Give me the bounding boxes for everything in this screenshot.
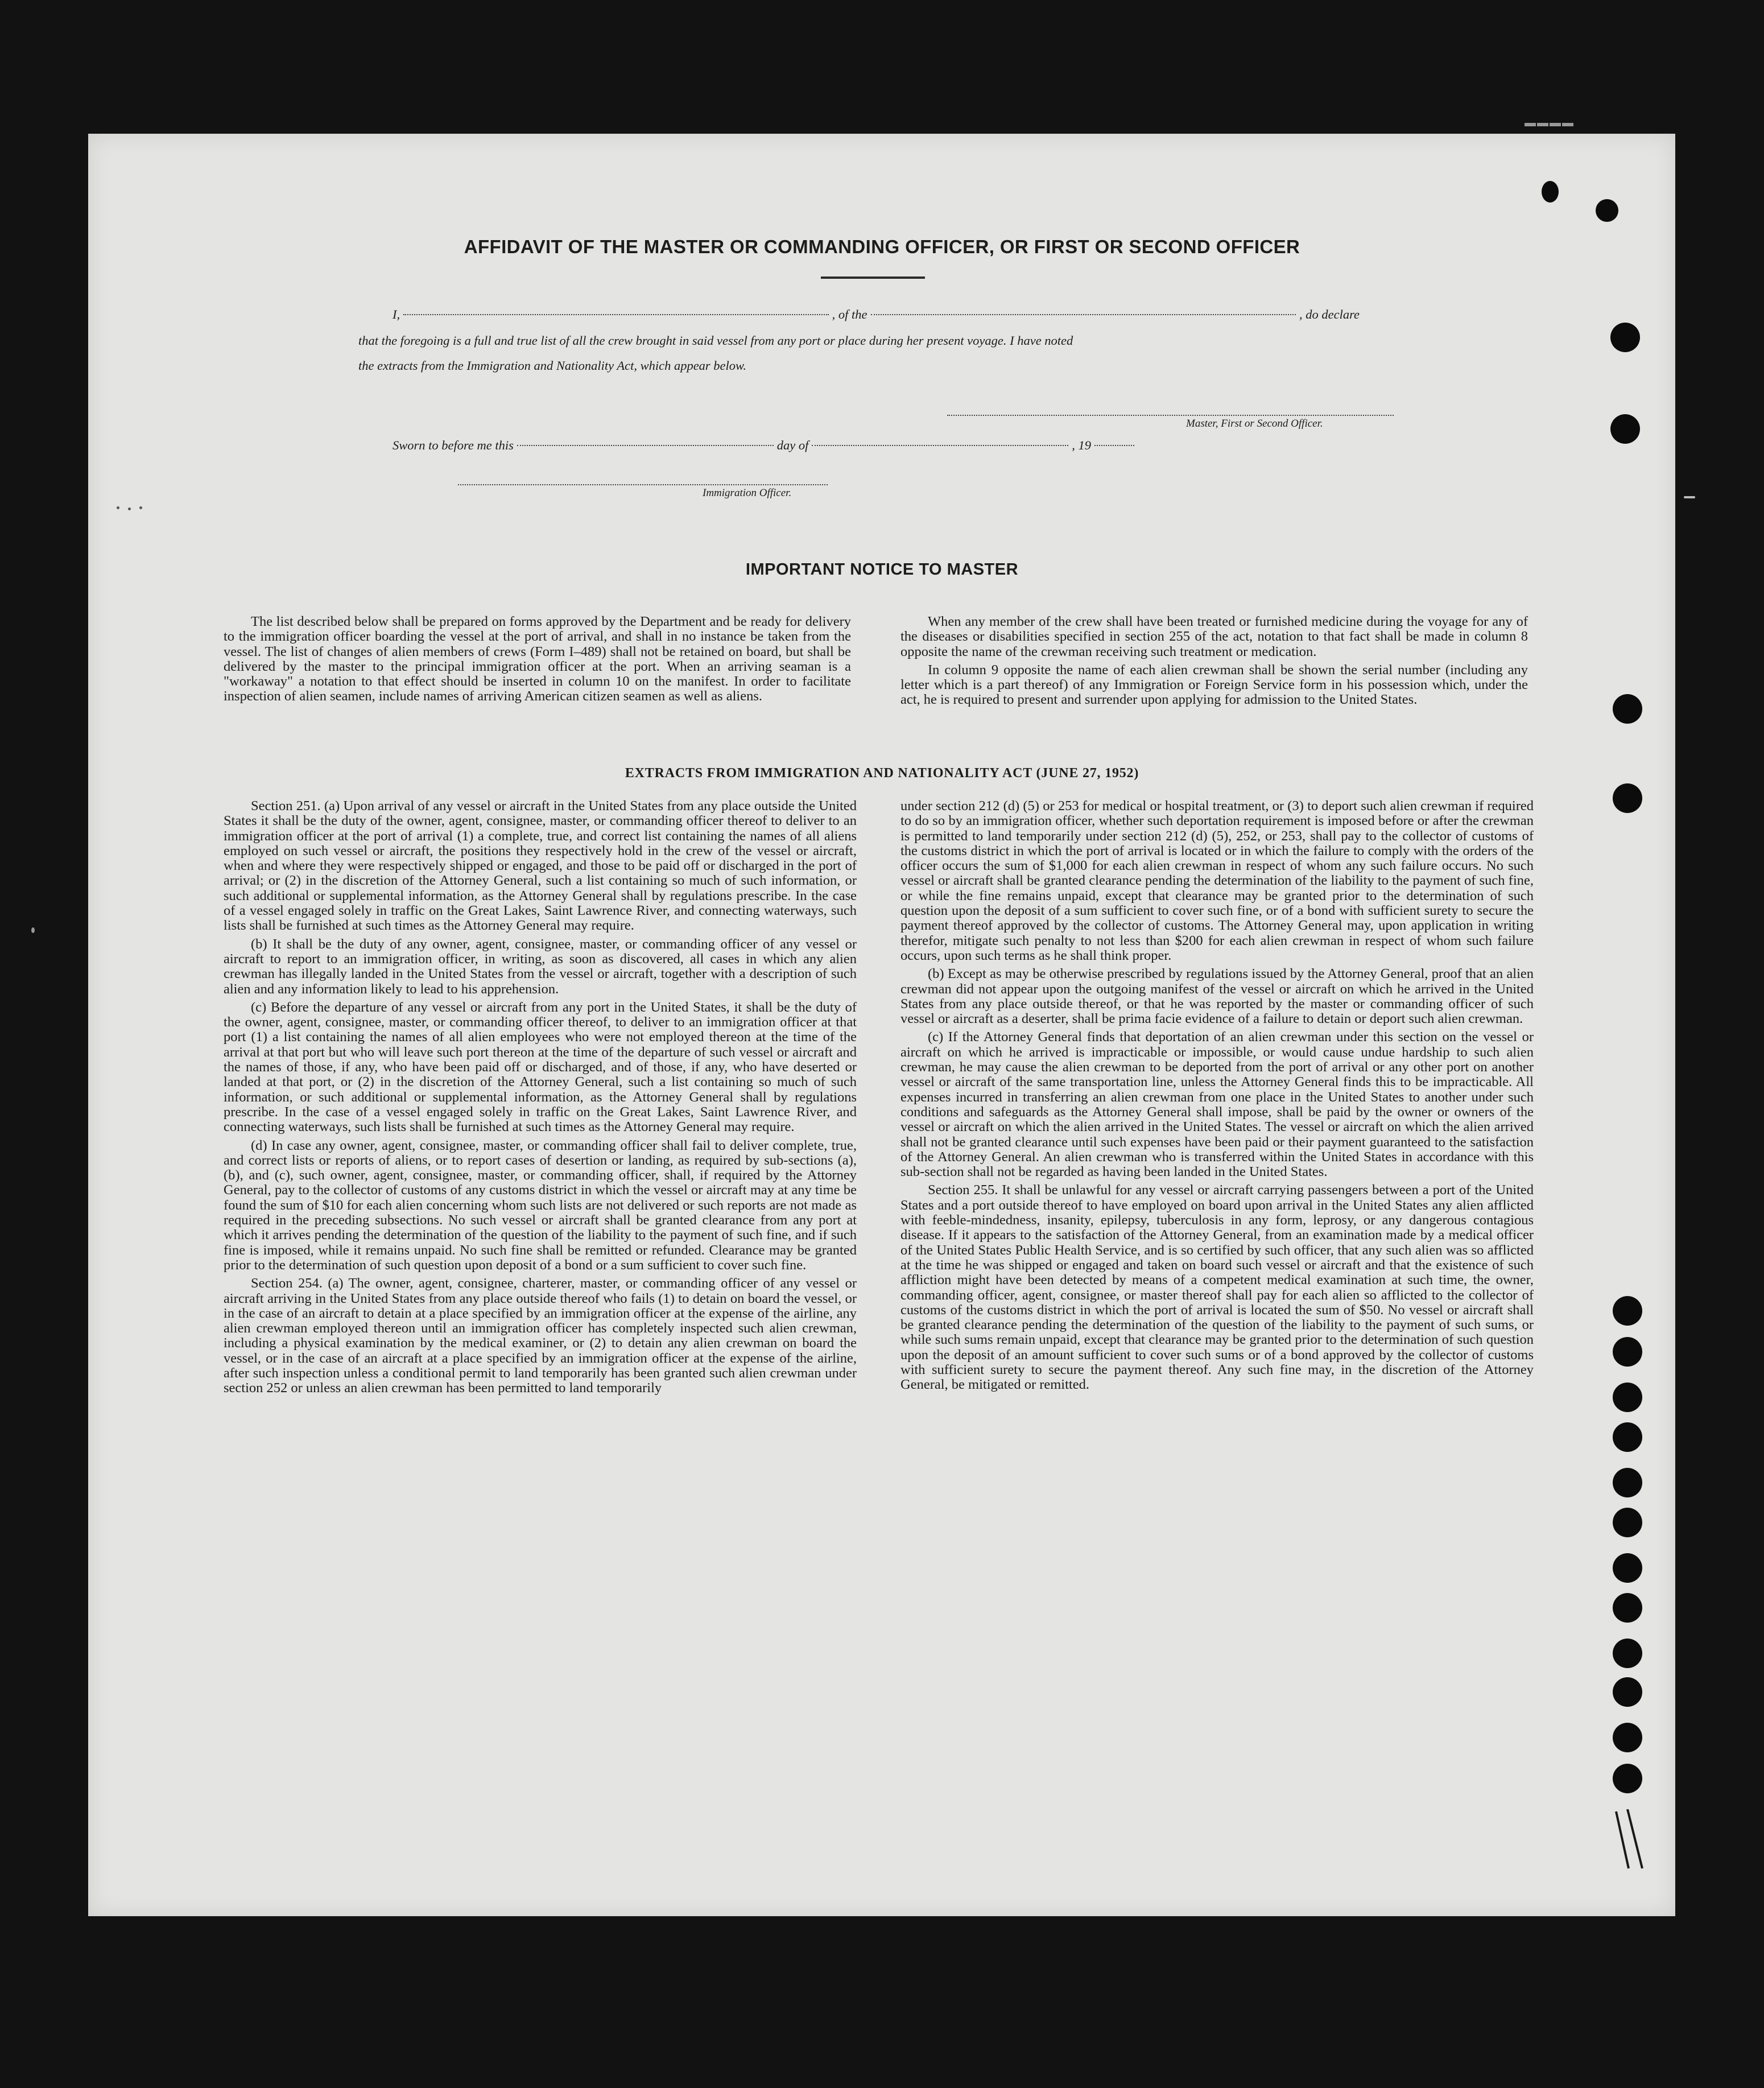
paper-speck xyxy=(31,927,35,933)
punch-hole xyxy=(1613,694,1642,724)
sworn-line xyxy=(393,438,1138,453)
label-i: I, xyxy=(393,307,400,321)
section-paragraph: under section 212 (d) (5) or 253 for medical or hospital treatment, or (3) to deport such alien crewman if required to do so by an immigration officer, whether such deportation requirement is imposed before or after the crewman is permitted to land temporarily under section 212 (d) (5), 252, or 253, shall pay to the collector of customs of the customs district in which the port of arrival is located or in which the failure to comply with the orders of the officer occurs the sum of $1,000 for each alien crewman in respect of whom any such failure occurs. No such vessel or aircraft shall be granted clearance pending the determination of the liability to the payment of such fine, or while the fine remains unpaid, except that clearance may be granted prior to the determination of such question upon the deposit of a sum sufficient to cover such fine, or of a bond with sufficient surety to secure the payment thereof approved by the collector of customs. The Attorney General may, upon application in writing therefor, mitigate such penalty to not less than $200 for each alien crewman in respect of whom such failure occurs, upon such terms as he shall think proper. xyxy=(900,798,1534,963)
punch-hole xyxy=(1613,1296,1642,1326)
punch-hole xyxy=(1613,783,1642,813)
punch-hole xyxy=(1613,1677,1642,1707)
punch-hole xyxy=(1610,323,1640,352)
notice-title: IMPORTANT NOTICE TO MASTER xyxy=(745,560,1019,579)
sworn-label: Sworn to before me this xyxy=(393,438,514,452)
master-caption: Master, First or Second Officer. xyxy=(1186,418,1323,430)
affidavit-text-line xyxy=(358,333,1360,348)
affidavit-statement-cont: the extracts from the Immigration and Nationality Act, which appear below. xyxy=(358,358,747,373)
master-signature-line[interactable] xyxy=(947,414,1394,416)
day-blank[interactable] xyxy=(517,444,774,446)
section-paragraph: (c) Before the departure of any vessel or aircraft from any port in the United States, it shall be the duty of the owner, agent, consignee, master, or commanding officer thereof, to deliver to an immigration officer at that port (1) a list containing the names of all alien employees who were not employed thereon at the time of the arrival at that port but who will leave such port thereon at the time of the departure of such vessel or aircraft and the names of those, if any, who have been paid off or discharged, and of those, if any, who have deserted or landed at that port, or (2) in the discretion of the Attorney General, such a list containing so much of such information, or such additional or supplemental information, as the Attorney General shall by regulations prescribe. In the case of a vessel engaged solely in traffic on the Great Lakes, Saint Lawrence River, and connecting waterways, such lists shall be furnished at such times as the Attorney General may require. xyxy=(224,999,857,1135)
affidavit-title: AFFIDAVIT OF THE MASTER OR COMMANDING OFFICER, OR FIRST OR SECOND OFFICER xyxy=(464,236,1300,257)
punch-hole xyxy=(1613,1468,1642,1497)
notice-right-column xyxy=(900,614,1528,711)
notice-left-column xyxy=(224,614,851,708)
extracts-title: EXTRACTS FROM IMMIGRATION AND NATIONALITY ACT (JUNE 27, 1952) xyxy=(625,766,1139,781)
punch-hole xyxy=(1613,1764,1642,1793)
section-paragraph: (c) If the Attorney General finds that deportation of an alien crewman under this section on the vessel or aircraft on which he arrived is impracticable or impossible, or would cause undue hardship to such alien crewman, he may cause the alien crewman to be deported from the port of arrival or any other port on another vessel or aircraft of the same transportation line, unless the Attorney General finds this to be impracticable. All expenses incurred in transferring an alien crewman from one place in the United States to another under such conditions and safeguards as the Attorney General shall impose, shall be paid by the owner or owners of the vessel or aircraft on which the alien arrived in the United States. The vessel or aircraft on which the alien arrived shall not be granted clearance until such expenses have been paid or their payment guaranteed to the satisfaction of the Attorney General. An alien crewman who is transferred within the United States in accordance with this sub-section shall not be regarded as having been landed in the United States. xyxy=(900,1029,1534,1180)
punch-hole xyxy=(1613,1723,1642,1752)
handwritten-mark xyxy=(1613,1809,1647,1872)
paper-speck xyxy=(1684,496,1695,498)
section-paragraph: (b) Except as may be otherwise prescribed by regulations issued by the Attorney General, proof that an alien crewman did not appear upon the outgoing manifest of the vessel or aircraft on which he arrived in the United States from any place outside thereof, or that he was reported by the master or commanding officer of such vessel or aircraft as a deserter, shall be prima facie evidence of a failure to detain or deport such alien crewman. xyxy=(900,966,1534,1027)
vessel-blank[interactable] xyxy=(871,313,1296,315)
notice-paragraph: The list described below shall be prepared on forms approved by the Department and be ready for delivery to the immigration officer boarding the vessel at the port of arrival, and shall in no instance be taken from the vessel. The list of changes of alien members of crews (Form I–489) shall not be retained on board, but shall be delivered by the master to the principal immigration officer at the port. When an arriving seaman is a "workaway" a notation to that effect should be inserted in column 10 on the manifest. In order to facilitate inspection of alien seamen, include names of arriving American citizen seamen as well as aliens. xyxy=(224,614,851,704)
punch-hole xyxy=(1613,1337,1642,1367)
affidavit-text-line xyxy=(358,358,1360,373)
paper-speck xyxy=(128,507,131,510)
extracts-right-column xyxy=(900,799,1534,1396)
name-blank[interactable] xyxy=(403,313,829,315)
punch-hole xyxy=(1542,181,1559,203)
title-rule xyxy=(821,277,925,279)
year-blank[interactable] xyxy=(1094,444,1134,446)
punch-hole xyxy=(1613,1593,1642,1623)
notice-paragraph: In column 9 opposite the name of each alien crewman shall be shown the serial number (including any letter which is a part thereof) of any Immigration or Foreign Service form in his possession which, under the act, he is required to present and surrender upon applying for admission to the United States. xyxy=(900,662,1528,708)
year-label: , 19 xyxy=(1072,438,1091,452)
affidavit-statement: that the foregoing is a full and true list of all the crew brought in said vessel from any port or place during her present voyage. I have noted xyxy=(358,333,1073,348)
paper-speck xyxy=(117,506,119,509)
margin-mark: ▬▬▬▬ xyxy=(1525,117,1575,129)
month-blank[interactable] xyxy=(812,444,1068,446)
officer-caption: Immigration Officer. xyxy=(703,487,792,499)
day-of-label: day of xyxy=(776,438,809,452)
punch-hole xyxy=(1613,1508,1642,1537)
section-paragraph: (d) In case any owner, agent, consignee, master, or commanding officer shall fail to deliver complete, true, and correct lists or reports of aliens, or to report cases of desertion or landing, as required by sub-sections (a), (b), and (c), such owner, agent, consignee, master, or commanding officer, shall, if required by the Attorney General, pay to the collector of customs of any customs district in which the vessel or aircraft may at any time be found the sum of $10 for each alien concerning whom such lists are not delivered or such reports are not made as required in the preceding subsections. No such vessel or aircraft shall be granted clearance from any port at which it arrives pending the determination of the question of the liability to the payment of such fine, and if such fine is imposed, while it remains unpaid. No such fine shall be remitted or refunded. Clearance may be granted prior to the determination of such question upon deposit of a bond or a sum sufficient to cover such fine. xyxy=(224,1137,857,1273)
punch-hole xyxy=(1613,1553,1642,1583)
section-paragraph: Section 251. (a) Upon arrival of any vessel or aircraft in the United States from any place outside the United States it shall be the duty of the owner, agent, consignee, master, or commanding officer thereof to deliver to an immigration officer at the port of arrival (1) a complete, true, and correct list containing the names of all aliens employed on such vessel or aircraft, the positions they respectively hold in the crew of the vessel or aircraft, when and where they were respectively shipped or engaged, and those to be paid off or discharged in the port of arrival; or (2) in the discretion of the Attorney General, such a list containing so much of such information, or such additional or supplemental information, as the Attorney General shall by regulations prescribe. In the case of a vessel engaged solely in traffic on the Great Lakes, Saint Lawrence River, and connecting waterways, such lists shall be furnished at such times as the Attorney General may require. xyxy=(224,798,857,934)
label-of-the: , of the xyxy=(832,307,867,321)
label-do-declare: , do declare xyxy=(1299,307,1360,321)
extracts-left-column xyxy=(224,799,857,1400)
punch-hole xyxy=(1613,1422,1642,1452)
section-paragraph: Section 254. (a) The owner, agent, consignee, charterer, master, or commanding officer of any vessel or aircraft arriving in the United States from any place outside thereof who fails (1) to detain on board the vessel, or in the case of an aircraft to detain at a place specified by an immigration officer at the expense of the airline, any alien crewman employed thereon until an immigration officer has completely inspected such alien crewman, including a physical examination by the medical examiner, or (2) to detain any alien crewman on board the vessel, or in the case of an aircraft at a place specified by an immigration officer at the expense of the airline, after such inspection unless a conditional permit to land temporarily has been granted such alien crewman under section 252 or unless an alien crewman has been permitted to land temporarily xyxy=(224,1276,857,1396)
punch-hole xyxy=(1613,1383,1642,1412)
affidavit-declaration-line xyxy=(393,307,1360,322)
section-paragraph: Section 255. It shall be unlawful for any vessel or aircraft carrying passengers between a port of the United States and a port outside thereof to have employed on board upon arrival in the United States any alien afflicted with feeble-mindedness, insanity, epilepsy, tuberculosis in any form, leprosy, or any dangerous contagious disease. If it appears to the satisfaction of the Attorney General, from an examination made by a medical officer of the United States Public Health Service, and is so certified by such officer, that any such alien was so afflicted at the time he was shipped or engaged and taken on board such vessel or aircraft and that the existence of such affliction might have been detected by means of a competent medical examination at such time, the owner, commanding officer, agent, consignee, or master thereof shall pay for each alien so afflicted to the collector of customs of the customs district in which the port of arrival is located the sum of $50. No vessel or aircraft shall be granted clearance pending the determination of the question of the liability to the payment of such sums, or while such sums remain unpaid, except that clearance may be granted prior to the determination of such question upon the deposit of an amount sufficient to cover such sums or of a bond approved by the collector of customs with sufficient surety to secure the payment thereof. Any such fine may, in the discretion of the Attorney General, be mitigated or remitted. xyxy=(900,1182,1534,1393)
notice-paragraph: When any member of the crew shall have been treated or furnished medicine during the voyage for any of the diseases or disabilities specified in section 255 of the act, notation to that fact shall be made in column 8 opposite the name of the crewman receiving such treatment or medication. xyxy=(900,614,1528,659)
officer-signature-line[interactable] xyxy=(458,484,828,485)
punch-hole xyxy=(1596,199,1618,222)
paper-speck xyxy=(139,506,142,509)
punch-hole xyxy=(1613,1639,1642,1668)
punch-hole xyxy=(1610,414,1640,444)
section-paragraph: (b) It shall be the duty of any owner, agent, consignee, master, or commanding officer of any vessel or aircraft to report to an immigration officer, in writing, as soon as discovered, all cases in which any alien crewman has illegally landed in the United States from the vessel or aircraft, together with a description of such alien and any information likely to lead to his apprehension. xyxy=(224,936,857,997)
